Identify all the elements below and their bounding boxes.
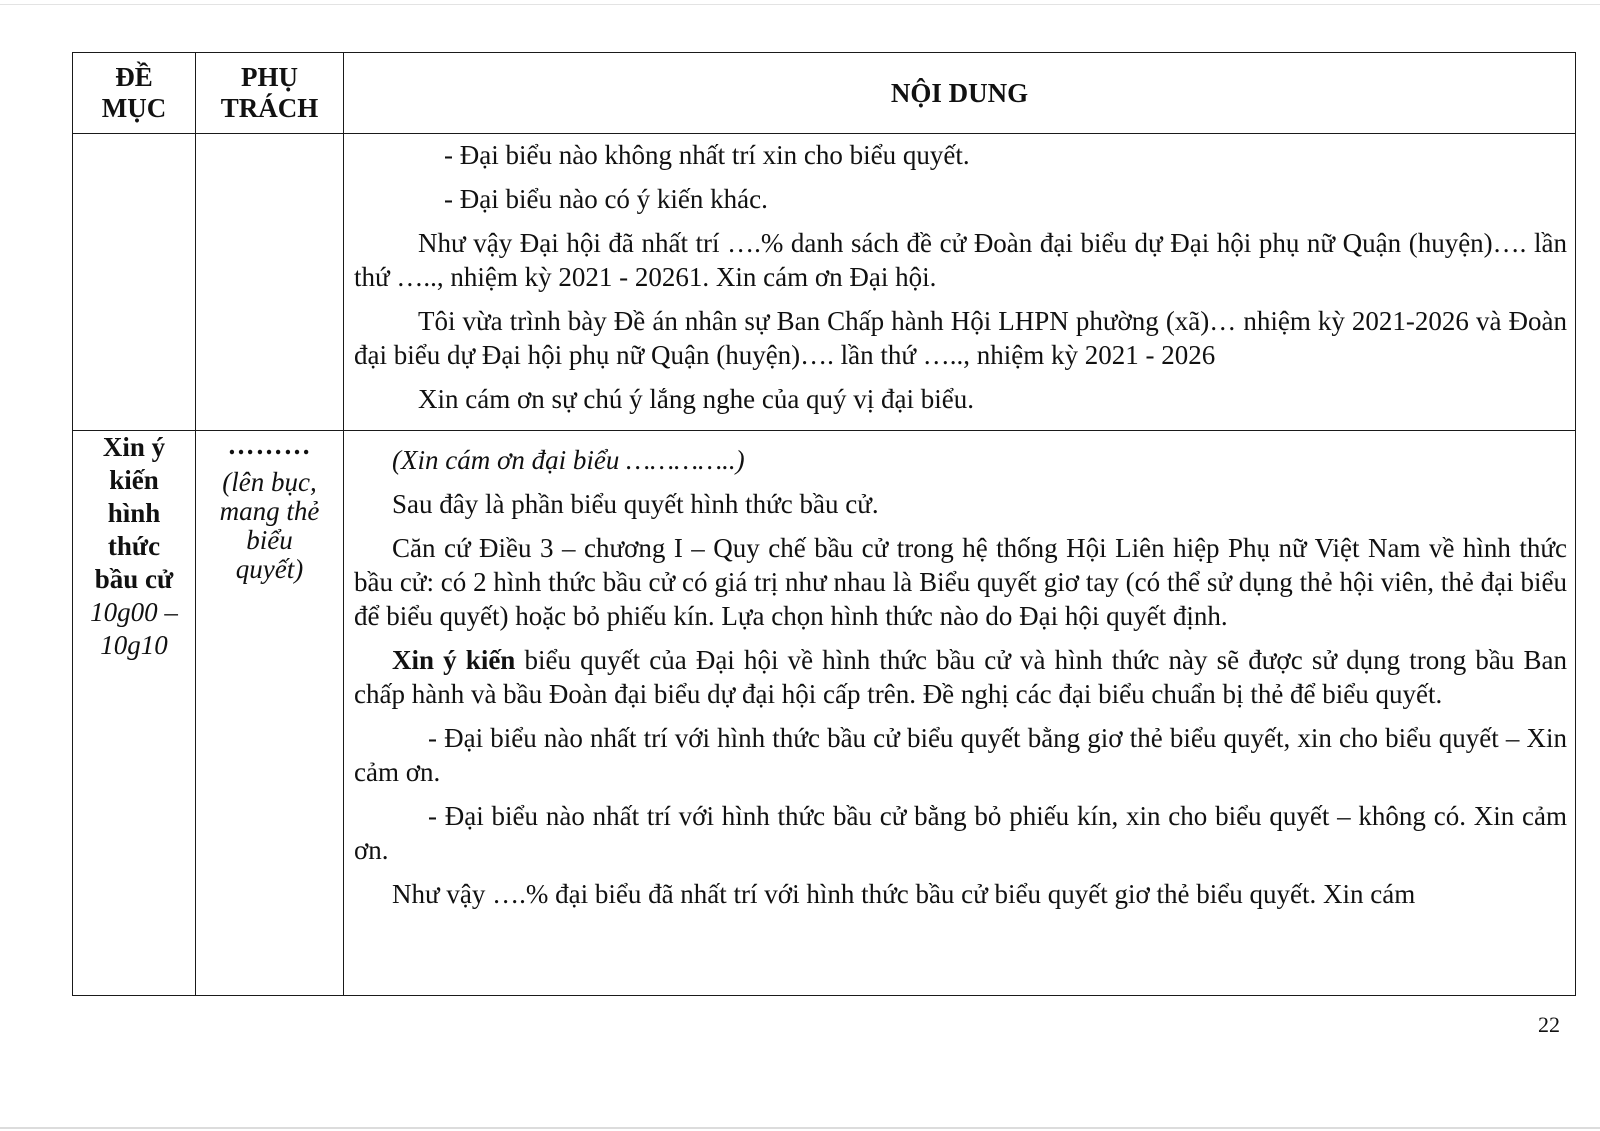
row2-paragraph: Sau đây là phần biểu quyết hình thức bầu cử. xyxy=(392,489,879,519)
de-muc-title-line: Xin ý xyxy=(102,432,166,462)
header-noi-dung: NỘI DUNG xyxy=(344,53,1576,134)
row1-phu-trach-cell xyxy=(196,134,344,431)
row2-paragraph-bold-lead: Xin ý kiến xyxy=(392,645,516,675)
page-number: 22 xyxy=(1538,1012,1560,1037)
phu-trach-note-line: mang thẻ xyxy=(219,496,320,526)
agenda-table xyxy=(72,52,1576,996)
row2-paragraph xyxy=(354,643,1567,711)
row2-paragraph: Như vậy ….% đại biểu đã nhất trí với hình thức bầu cử biểu quyết giơ thẻ biểu quyết. Xin cám xyxy=(392,879,1416,909)
row2-phu-trach-cell xyxy=(196,431,344,996)
de-muc-title-line: thức xyxy=(107,531,161,561)
row2-paragraph-rest: biểu quyết của Đại hội về hình thức bầu cử và hình thức này sẽ được sử dụng trong bầu Ban chấp hành và bầu Đoàn đại biểu dự đại hội cấp trên. Đề nghị các đại biểu chuẩn bị thẻ để biểu quyết. xyxy=(354,645,1567,709)
row2-de-muc-cell xyxy=(73,431,196,996)
row1-paragraph: - Đại biểu nào có ý kiến khác. xyxy=(444,184,768,214)
row1-content-cell xyxy=(344,134,1576,431)
table-header-row xyxy=(73,53,1576,134)
row2-paragraph: - Đại biểu nào nhất trí với hình thức bầu cử biểu quyết bằng giơ thẻ biểu quyết, xin cho biểu quyết – Xin cảm ơn. xyxy=(354,723,1567,787)
header-de-muc-line2: MỤC xyxy=(101,93,167,123)
phu-trach-note-line: (lên bục, xyxy=(222,467,317,497)
de-muc-title-line: kiến xyxy=(109,465,159,495)
phu-trach-placeholder-dots: ……… xyxy=(227,430,312,460)
page-top-rule xyxy=(0,4,1600,5)
de-muc-title-line: hình xyxy=(107,498,161,528)
header-de-muc-line1: ĐỀ xyxy=(115,62,153,92)
row1-paragraph: - Đại biểu nào không nhất trí xin cho biểu quyết. xyxy=(444,140,970,170)
header-de-muc xyxy=(73,53,196,134)
phu-trach-note-line: quyết) xyxy=(235,554,304,584)
table-row xyxy=(73,134,1576,431)
header-phu-trach-line1: PHỤ xyxy=(241,62,298,92)
de-muc-time-line: 10g10 xyxy=(100,630,168,660)
row2-content-cell xyxy=(344,431,1576,996)
row1-paragraph: Như vậy Đại hội đã nhất trí ….% danh sách đề cử Đoàn đại biểu dự Đại hội phụ nữ Quận (huyện)…. lần thứ ….., nhiệm kỳ 2021 - 20261. Xin cám ơn Đại hội. xyxy=(354,228,1567,292)
header-phu-trach-line2: TRÁCH xyxy=(220,93,319,123)
row1-paragraph: Xin cám ơn sự chú ý lắng nghe của quý vị đại biểu. xyxy=(418,384,975,414)
row2-paragraph: (Xin cám ơn đại biểu …………..) xyxy=(392,445,745,475)
row1-paragraph: Tôi vừa trình bày Đề án nhân sự Ban Chấp hành Hội LHPN phường (xã)… nhiệm kỳ 2021-2026 và Đoàn đại biểu dự Đại hội phụ nữ Quận (huyện)…. lần thứ ….., nhiệm kỳ 2021 - 2026 xyxy=(354,306,1567,370)
de-muc-title-line: bầu cử xyxy=(94,564,174,594)
phu-trach-note-line: biểu xyxy=(246,525,293,555)
table-row xyxy=(73,431,1576,996)
header-phu-trach xyxy=(196,53,344,134)
row1-de-muc-cell xyxy=(73,134,196,431)
page-bottom-rule xyxy=(0,1127,1600,1129)
row2-paragraph: Căn cứ Điều 3 – chương I – Quy chế bầu cử trong hệ thống Hội Liên hiệp Phụ nữ Việt Nam về hình thức bầu cử: có 2 hình thức bầu cử có giá trị như nhau là Biểu quyết giơ tay (có thể sử dụng thẻ hội viên, thẻ đại biểu để biểu quyết) hoặc bỏ phiếu kín. Lựa chọn hình thức nào do Đại hội quyết định. xyxy=(354,533,1567,631)
de-muc-time-line: 10g00 – xyxy=(90,597,178,627)
row2-paragraph: - Đại biểu nào nhất trí với hình thức bầu cử bằng bỏ phiếu kín, xin cho biểu quyết – không có. Xin cảm ơn. xyxy=(354,801,1567,865)
